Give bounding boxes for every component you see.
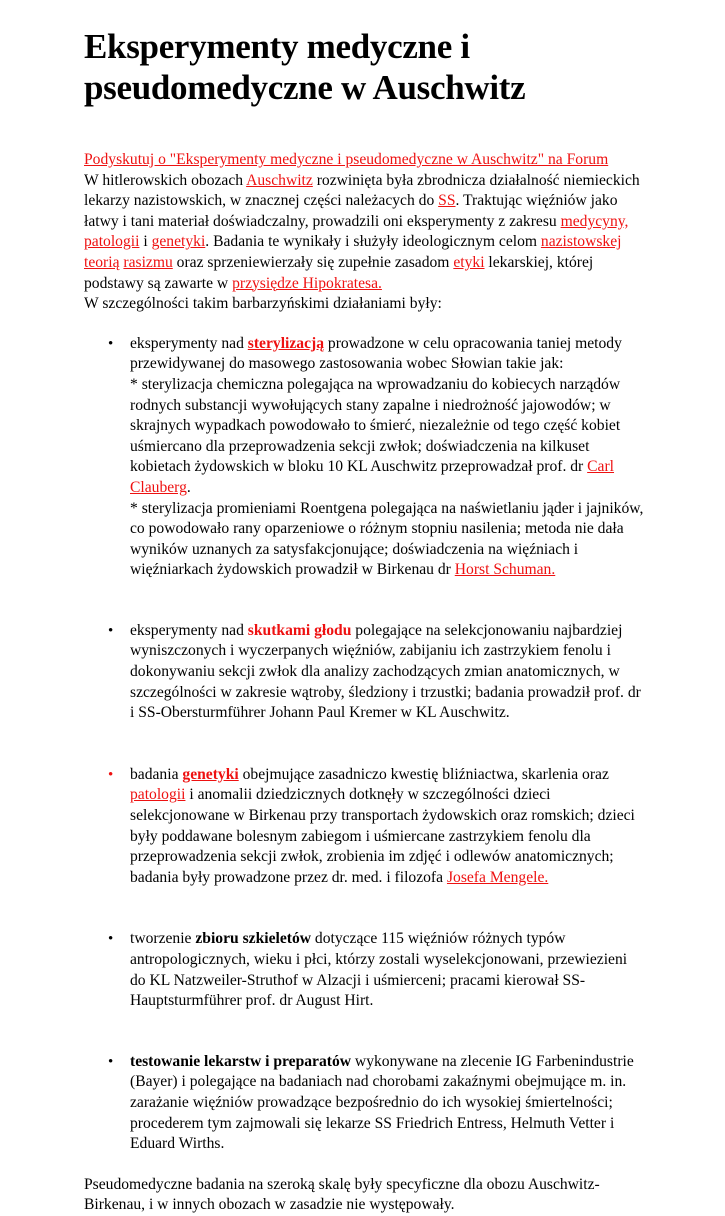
link-auschwitz[interactable]: Auschwitz (246, 171, 313, 189)
intro-text: oraz sprzeniewierzały się zupełnie zasadom (172, 253, 454, 271)
link-patologii-2[interactable]: patologii (130, 786, 186, 804)
intro-block (84, 150, 645, 315)
bullet-icon: • (108, 766, 114, 783)
list-item (84, 765, 645, 889)
forum-discussion-link[interactable]: Podyskutuj o "Eksperymenty medyczne i pseudomedyczne w Auschwitz" na Forum (84, 151, 609, 168)
bullet-icon: • (108, 622, 114, 639)
link-patologii[interactable]: patologii (84, 233, 140, 251)
list-item (84, 1052, 645, 1155)
item-text: badania (130, 765, 183, 783)
link-teoria[interactable]: teorią (84, 253, 120, 271)
link-medycyny[interactable]: medycyny, (560, 212, 629, 230)
intro-text: W hitlerowskich obozach (84, 171, 247, 189)
bullet-icon: • (108, 931, 114, 948)
intro-text: lekarskiej, której podstawy są zawarte w (84, 253, 594, 292)
item-text: wykonywane na zlecenie IG Farbenindustrie (Bayer) i polegające na badaniach nad chorobami zakaźnymi obejmujące m. in. zarażanie więźniów prowadzące bezpośrednio do ich wysokiej śmiertelności; procederem tym zajmowali się lekarze SS Friedrich Entress, Helmuth Vetter i Eduard Wirths. (130, 1052, 634, 1153)
item-text: * sterylizacja chemiczna polegająca na wprowadzaniu do kobiecych narządów rodnych substancji wywołujących stany zapalne i niedrożność jajowodów; w skrajnych wypadkach powodowało to śmierć, niezależnie od tego część kobiet uśmiercano dla przeprowadzenia sekcji zwłok; doświadczenia na kilkuset kobietach żydowskich w bloku 10 KL Auschwitz przeprowadzał prof. dr (130, 375, 621, 476)
link-nazistowskej[interactable]: nazistowskej (540, 233, 622, 251)
link-genetyki-bold[interactable]: genetyki (182, 765, 239, 783)
intro-text: . Badania te wynikały i służyły ideologicznym celom (205, 233, 541, 251)
item-text: * sterylizacja promieniami Roentgena polegająca na naświetlaniu jąder i jajników, co powodowało rany oparzeniowe o różnym stopniu nasilenia; metoda nie dała wyników uznanych za satysfakcjonujące; doświadczenia na więźniach i więźniarkach żydowskich prowadził w Birkenau dr (130, 499, 644, 579)
item-text: polegające na selekcjonowaniu najbardziej wyniszczonych i wyczerpanych więźniów, zabijaniu ich zastrzykiem fenolu i dokonywaniu sekcji zwłok dla analizy zachodzących zmian anatomicznych, w szczególności w zakresie wątroby, śledziony i trzustki; badania prowadził prof. dr i SS-Obersturmführer Johann Paul Kremer w KL Auschwitz. (130, 621, 641, 722)
link-rasizmu[interactable]: rasizmu (123, 253, 173, 271)
item-text: eksperymenty nad (130, 621, 248, 639)
intro-text: rozwinięta była zbrodnicza działalność niemieckich lekarzy nazistowskich, w znacznej części należacych do (84, 171, 640, 210)
lead-text: W szczególności takim barbarzyńskimi działaniami były: (84, 295, 442, 313)
link-przysiega-hipokratesa[interactable]: przysiędze Hipokratesa. (232, 274, 382, 292)
link-genetyki[interactable]: genetyki (151, 233, 206, 251)
item-text: obejmujące zasadniczo kwestię bliźniactwa, skarlenia oraz (238, 765, 609, 783)
keyword-testowanie-lekarstw: testowanie lekarstw i preparatów (130, 1052, 352, 1070)
item-text: . (186, 478, 191, 496)
item-text: i anomalii dziedzicznych dotknęły w szczególności dzieci selekcjonowane w Birkenau przy transportach żydowskich oraz romskich; dzieci były poddawane bolesnym zabiegom i uśmiercane zastrzykiem fenolu dla przeprowadzenia sekcji zwłok, zrobienia im zdjęć i odlewów anatomicznych; badania były prowadzone przez dr. med. i filozofa (130, 786, 635, 886)
closing-paragraph: Pseudomedyczne badania na szeroką skalę były specyficzne dla obozu Auschwitz-Birkenau, i w innych obozach w zasadzie nie występowały. (84, 1175, 600, 1214)
list-item (84, 621, 645, 724)
page-title: Eksperymenty medyczne i pseudomedyczne w Auschwitz (84, 27, 526, 107)
link-etyki[interactable]: etyki (453, 253, 485, 271)
link-carl-clauberg[interactable]: Carl Clauberg (130, 458, 615, 496)
keyword-skutki-glodu: skutkami głodu (247, 621, 352, 639)
item-text: tworzenie (130, 930, 196, 948)
item-text: prowadzone w celu opracowania taniej metody przewidywanej do masowego zastosowania wobec Słowian takie jak: (130, 334, 622, 373)
link-josefa-mengele[interactable]: Josefa Mengele. (446, 868, 549, 886)
list-item (84, 334, 645, 581)
list-item (84, 929, 645, 1011)
intro-text: i (139, 233, 152, 251)
bullet-icon: • (108, 1053, 114, 1070)
keyword-zbior-szkieletow: zbioru szkieletów (195, 930, 312, 948)
link-ss[interactable]: SS (438, 192, 456, 210)
link-sterylizacja[interactable]: sterylizacją (247, 334, 324, 352)
item-text: dotyczące 115 więźniów różnych typów antropologicznych, wieku i płci, którzy zostali wyselekcjonowani, przewiezieni do KL Natzweiler-Struthof w Alzacji i uśmierceni; pracami kierował SS-Hauptsturmführer prof. dr August Hirt. (130, 930, 628, 1010)
intro-text: . Traktując więźniów jako łatwy i tani materiał doświadczalny, prowadzili oni eksperymenty z zakresu (84, 192, 618, 230)
link-horst-schuman[interactable]: Horst Schuman. (454, 561, 556, 579)
item-text: eksperymenty nad (130, 334, 248, 352)
bullet-icon: • (108, 335, 114, 352)
experiments-list (84, 334, 645, 1155)
